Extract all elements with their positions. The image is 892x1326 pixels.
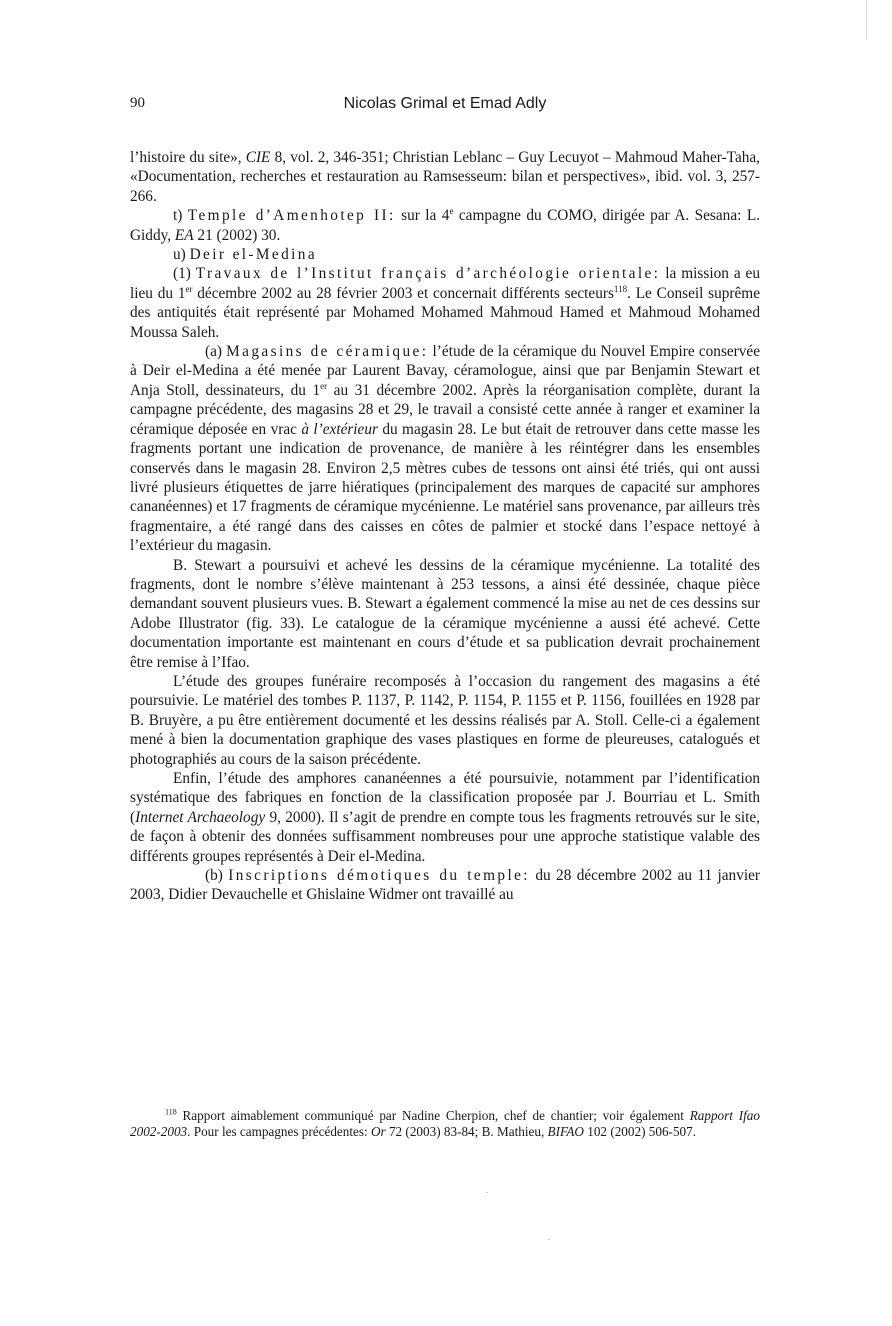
paragraph: L’étude des groupes funéraire recomposés à l’occasion du rangement des magasins a été poursuivie. Le matériel des tombes P. 1137, P. 1142, P. 1154, P. 1155 et P. 1156, fouillées en 1928 par B. Bruyère, a pu être entièrement documenté et les dessins réalisés par A. Stoll. Celle-ci a également mené à bien la documentation graphique des vases plastiques en forme de pleureuses, catalogués et photographiés au cours de la saison précédente. <box>130 672 760 768</box>
paragraph-ceramic-stores: (a) Magasins de céramique: l’étude de la céramique du Nouvel Empire conservée à Deir el-Medina a été menée par Laurent Bavay, céramologue, ainsi que par Benjamin Stewart et Anja Stoll, dessinateurs, du 1er au 31 décembre 2002. Après la réorganisation complète, durant la campagne précédente, des magasins 28 et 29, le travail a consisté cette année à ranger et examiner la céramique déposée en vrac à l’extérieur du magasin 28. Le but était de retrouver dans cette masse les fragments portant une indication de provenance, de manière à les réintégrer dans les ensembles conservés dans le magasin 28. Environ 2,5 mètres cubes de tessons ont ainsi été triés, qui ont aussi livré plusieurs étiquettes de jarre hiératiques (principalement des marques de capacité sur amphores cananéennes) et 17 fragments de céramique mycénienne. Le matériel sans provenance, par ailleurs très fragmentaire, a été rangé dans des caisses en côtes de palmier et stocké dans l’espace nettoyé à l’extérieur du magasin. <box>130 343 761 555</box>
paragraph: B. Stewart a poursuivi et achevé les dessins de la céramique mycénienne. La totalité des fragments, dont le nombre s’élève maintenant à 253 tessons, a ainsi été dessinée, chaque pièce demandant souvent plusieurs vues. B. Stewart a également commencé la mise au net de ces dessins sur Adobe Illustrator (fig. 33). Le catalogue de la céramique mycénienne a aussi été achevé. Cette documentation importante est maintenant en cours d’étude et sa publication devrait prochainement être remise à l’Ifao. <box>130 556 760 671</box>
paragraph: Enfin, l’étude des amphores cananéennes a été poursuivie, notamment par l’identification systématique des fabriques en fonction de la classification proposée par J. Bourriau et L. Smith (Internet Archaeology 9, 2000). Il s’agit de prendre en compte tous les fragments retrouvés sur le site, de façon à obtenir des données suffisamment nombreuses pour une approche statistique valable des différents groupes représentés à Deir el-Medina. <box>130 770 760 865</box>
section-heading: Temple d’Amenhotep II: <box>187 207 396 225</box>
journal-abbrev: EA <box>174 226 194 244</box>
section-heading: Inscriptions démotiques du temple: <box>228 867 530 885</box>
page-number: 90 <box>130 95 145 111</box>
journal-abbrev: CIE <box>245 149 271 166</box>
footnote-mark: 118 <box>165 1107 177 1117</box>
scan-speck <box>486 1192 488 1193</box>
footnote-text: $^{118}$ Rapport aimablement communiqué par Nadine Cherpion, chef de chantier; voir également Rapport Ifao 2002-2003. Pour les campagnes précédentes: Or 72 (2003) 83-84; B. Mathieu, BIFAO 102 (2002) 506-507. <box>130 1107 760 1139</box>
main-text <box>130 148 760 905</box>
paragraph-ifao-works: (1) Travaux de l’Institut français d’archéologie orientale: la mission a eu lieu du 1er décembre 2002 au 28 février 2003 et concernait différents secteurs$^{118}$. Le Conseil suprême des antiquités était représenté par Mohamed Mohamed Mahmoud Hamed et Mahmoud Mohamed Moussa Saleh. <box>130 265 760 341</box>
footnote <box>130 1108 760 1140</box>
section-heading: Magasins de céramique: <box>226 343 429 361</box>
running-head: Nicolas Grimal et Emad Adly <box>343 95 547 112</box>
scan-speck <box>548 1239 550 1240</box>
page-header <box>130 95 760 117</box>
journal-title: Internet Archaeology <box>135 808 266 826</box>
paragraph-deir-el-medina: u) Deir el-Medina <box>173 246 318 264</box>
section-heading: Travaux de l’Institut français d’archéologie orientale: <box>195 265 661 283</box>
footnote-reference: 118 <box>613 283 628 294</box>
paragraph-demotic-inscriptions: (b) Inscriptions démotiques du temple: du 28 décembre 2002 au 11 janvier 2003, Didier Devauchelle et Ghislaine Widmer ont travaillé au <box>130 867 760 904</box>
paragraph: l’histoire du site», CIE 8, vol. 2, 346-351; Christian Leblanc – Guy Lecuyot – Mahmoud Maher-Taha, «Documentation, recherches et restauration au Ramsesseum: bilan et perspectives», ibid. vol. 3, 257-266. <box>130 149 760 205</box>
section-heading: Deir el-Medina <box>189 246 318 264</box>
page-edge-line <box>866 0 867 40</box>
paragraph-temple-amenhotep: t) Temple d’Amenhotep II: sur la 4e campagne du COMO, dirigée par A. Sesana: L. Giddy, EA 21 (2002) 30. <box>130 206 760 244</box>
